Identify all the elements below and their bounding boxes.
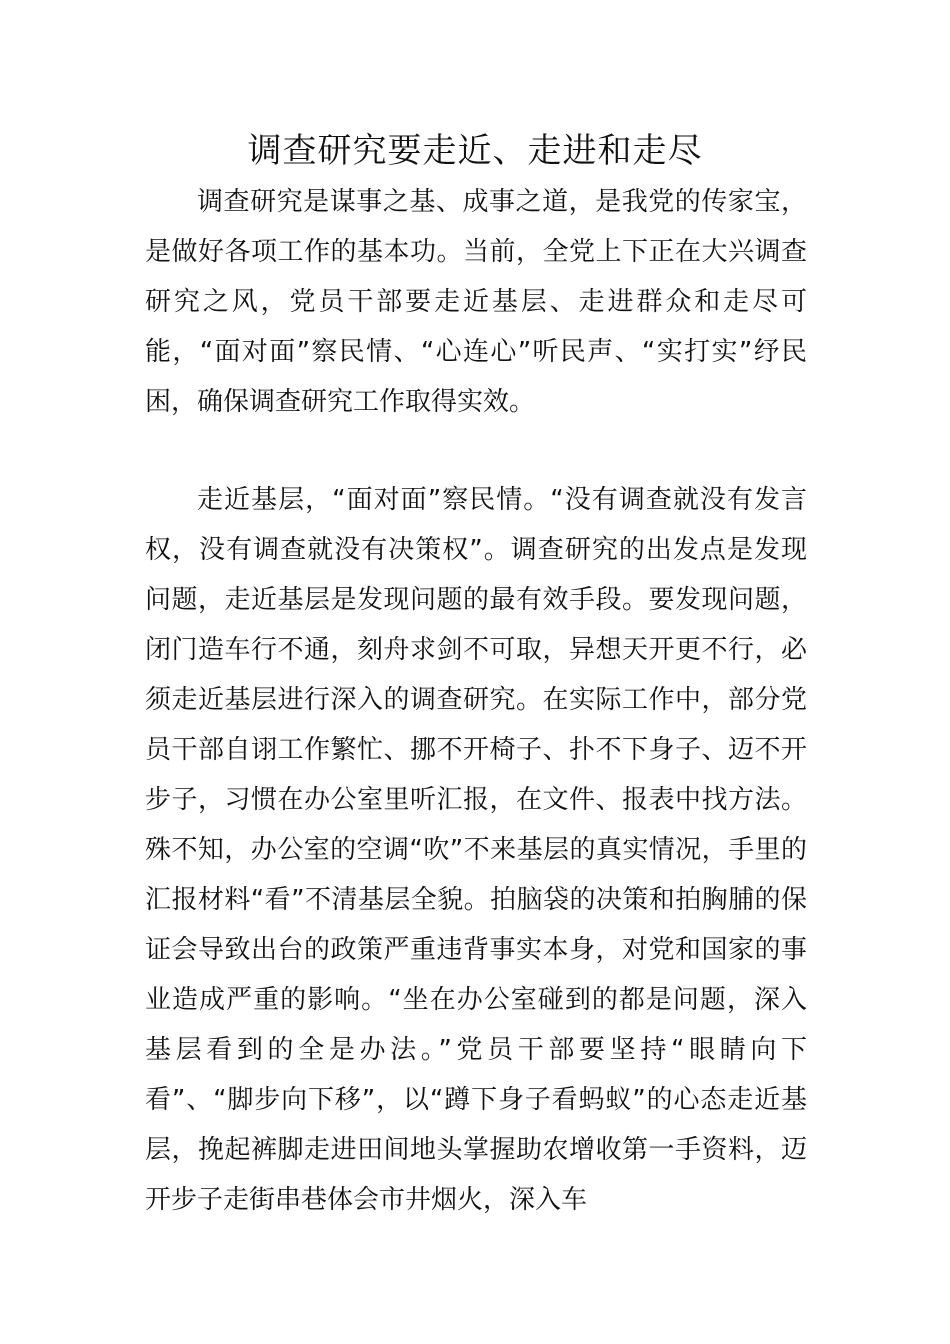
paragraph-body: 走近基层，“面对面”察民情。“没有调查就没有发言权，没有调查就没有决策权”。调查研究的出发点是发现问题，走近基层是发现问题的最有效手段。要发现问题，闭门造车行不通，刻舟求剑不可取，异想天开更不行，必须走近基层进行深入的调查研究。在实际工作中，部分党员干部自诩工作繁忙、挪不开椅子、扑不下身子、迈不开步子，习惯在办公室里听汇报，在文件、报表中找方法。殊不知，办公室的空调“吹”不来基层的真实情况，手里的汇报材料“看”不清基层全貌。拍脑袋的决策和拍胸脯的保证会导致出台的政策严重违背事实本身，对党和国家的事业造成严重的影响。“坐在办公室碰到的都是问题，深入基层看到的全是办法。”党员干部要坚持“眼睛向下看”、“脚步向下移”，以“蹲下身子看蚂蚁”的心态走近基层，挽起裤脚走进田间地头掌握助农增收第一手资料，迈开步子走街串巷体会市井烟火，深入车 xyxy=(145,485,807,1215)
paragraph-intro: 调查研究是谋事之基、成事之道，是我党的传家宝，是做好各项工作的基本功。当前，全党上下正在大兴调查研究之风，党员干部要走近基层、走进群众和走尽可能，“面对面”察民情、“心连心”听民声、“实打实”纾民困，确保调查研究工作取得实效。 xyxy=(145,187,807,417)
document-title: 调查研究要走近、走进和走尽 xyxy=(247,131,703,171)
